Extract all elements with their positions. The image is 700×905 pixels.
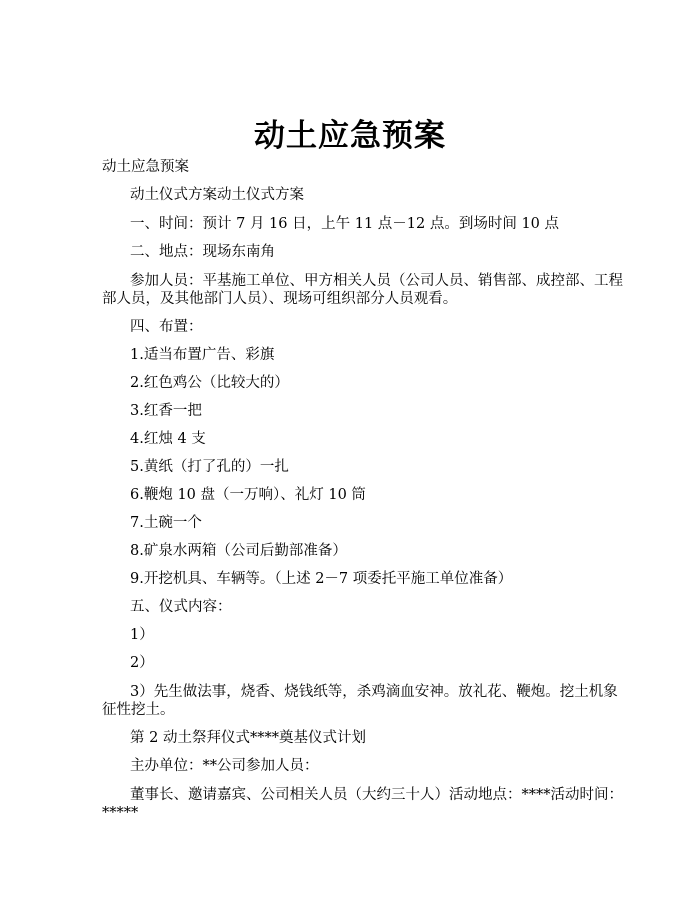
text-line: 部人员，及其他部门人员）、现场可组织部分人员观看。 xyxy=(102,291,458,307)
text-line: 一、时间：预计 7 月 16 日，上午 11 点－12 点。到场时间 10 点 xyxy=(130,216,560,232)
text-line: 征性挖土。 xyxy=(102,702,175,718)
text-line: 主办单位：**公司参加人员： xyxy=(130,758,319,774)
list-item: 3）先生做法事，烧香、烧钱纸等，杀鸡滴血安神。放礼花、鞭炮。挖土机象 xyxy=(130,684,618,700)
list-item: 1） xyxy=(130,627,154,643)
text-line: 五、仪式内容： xyxy=(130,599,232,615)
list-item: 1.适当布置广告、彩旗 xyxy=(130,347,275,363)
list-item: 5.黄纸（打了孔的）一扎 xyxy=(130,459,289,475)
list-item: 6.鞭炮 10 盘（一万响）、礼灯 10 筒 xyxy=(130,487,366,503)
page-title: 动土应急预案 xyxy=(254,118,446,154)
text-line: 参加人员：平基施工单位、甲方相关人员（公司人员、销售部、成控部、工程 xyxy=(130,273,623,289)
text-line: 二、地点：现场东南角 xyxy=(130,244,275,260)
list-item: 8.矿泉水两箱（公司后勤部准备） xyxy=(130,543,347,559)
list-item: 2.红色鸡公（比较大的） xyxy=(130,375,289,391)
subtitle-line: 动土应急预案 xyxy=(102,159,189,175)
text-line: 第 2 动土祭拜仪式****奠基仪式计划 xyxy=(130,730,366,746)
list-item: 2） xyxy=(130,655,154,671)
text-line: ***** xyxy=(102,805,139,821)
list-item: 9.开挖机具、车辆等。（上述 2－7 项委托平施工单位准备） xyxy=(130,571,513,587)
text-line: 四、布置： xyxy=(130,319,203,335)
text-line: 动土仪式方案动土仪式方案 xyxy=(130,187,304,203)
list-item: 4.红烛 4 支 xyxy=(130,431,206,447)
list-item: 7.土碗一个 xyxy=(130,515,202,531)
text-line: 董事长、邀请嘉宾、公司相关人员（大约三十人）活动地点：****活动时间： xyxy=(130,787,623,803)
list-item: 3.红香一把 xyxy=(130,403,202,419)
